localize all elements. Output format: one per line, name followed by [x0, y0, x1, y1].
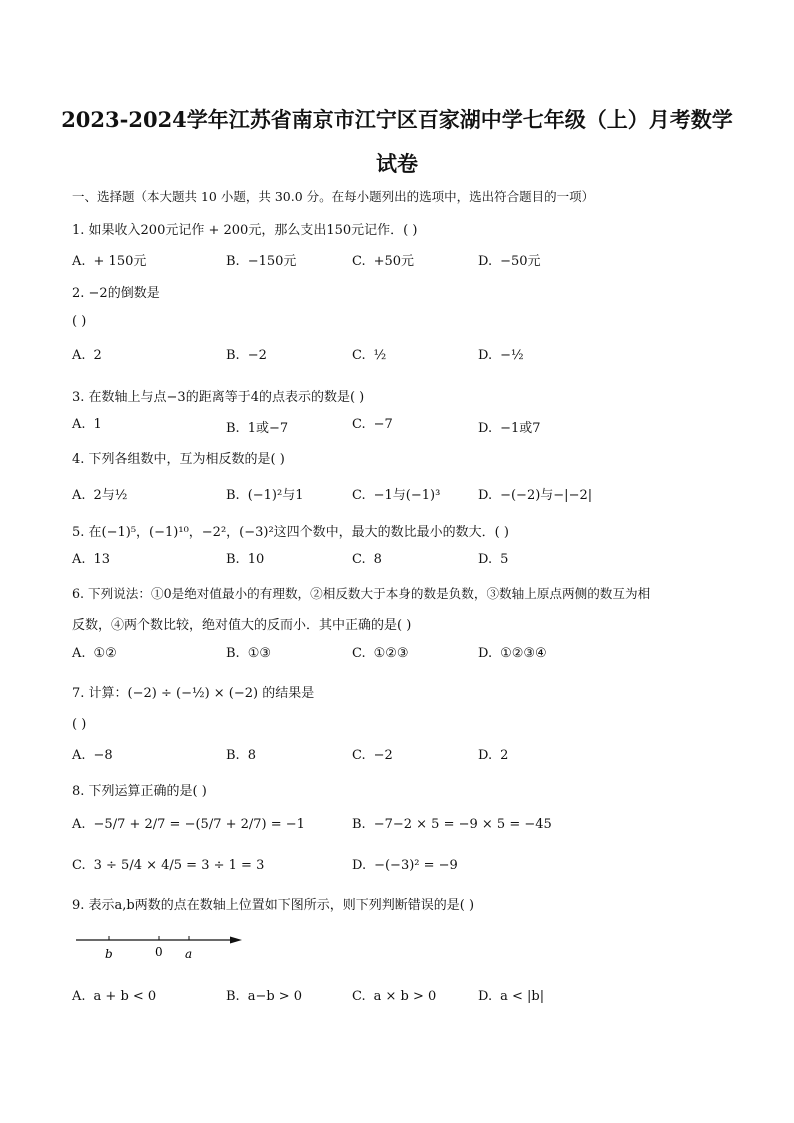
- number-line-svg: [72, 930, 252, 964]
- option-d: D. 2: [478, 748, 509, 763]
- option-b: B. ①③: [226, 646, 271, 661]
- option-d: D. −1或7: [478, 421, 541, 436]
- label-zero: 0: [155, 945, 163, 959]
- option-a: A. −5/7 + 2/7 = −(5/7 + 2/7) = −1: [72, 817, 305, 832]
- option-b: B. 10: [226, 552, 265, 567]
- option-c: C. ½: [352, 348, 387, 363]
- label-a: a: [185, 947, 193, 961]
- question-stem: 4. 下列各组数中，互为相反数的是( ): [72, 452, 285, 467]
- option-a: A. 13: [72, 552, 111, 567]
- option-d: D. −50元: [478, 254, 541, 269]
- option-a: A. 2: [72, 348, 102, 363]
- option-d: D. −½: [478, 348, 524, 363]
- option-c: C. 8: [352, 552, 382, 567]
- option-b: B. 1或−7: [226, 421, 289, 436]
- question-stem: 2. −2的倒数是: [72, 286, 160, 301]
- option-c: C. ①②③: [352, 646, 409, 661]
- option-b: B. −150元: [226, 254, 297, 269]
- option-d: D. a < |b|: [478, 989, 545, 1004]
- section-heading: 一、选择题（本大题共 10 小题，共 30.0 分。在每小题列出的选项中，选出符合题目的一项）: [72, 189, 595, 204]
- question-stem: 6. 下列说法：①0是绝对值最小的有理数，②相反数大于本身的数是负数，③数轴上原点两侧的数互为相: [72, 586, 651, 601]
- question-stem: 7. 计算：(−2) ÷ (−½) × (−2) 的结果是: [72, 686, 315, 701]
- question-stem: 1. 如果收入200元记作 + 200元，那么支出150元记作．( ): [72, 223, 418, 238]
- label-b: b: [105, 947, 113, 961]
- option-a: A. 1: [72, 417, 102, 432]
- answer-bracket: ( ): [72, 314, 87, 329]
- option-c: C. a × b > 0: [352, 989, 437, 1004]
- number-line-arrow: [230, 937, 242, 944]
- question-stem: 3. 在数轴上与点−3的距离等于4的点表示的数是( ): [72, 390, 365, 405]
- option-b: B. 8: [226, 748, 256, 763]
- option-a: A. + 150元: [72, 254, 147, 269]
- option-a: A. ①②: [72, 646, 117, 661]
- option-d: D. 5: [478, 552, 509, 567]
- option-d: D. −(−3)² = −9: [352, 858, 458, 873]
- option-a: A. a + b < 0: [72, 989, 157, 1004]
- exam-title-line1: 2023-2024学年江苏省南京市江宁区百家湖中学七年级（上）月考数学: [61, 107, 733, 132]
- option-c: C. −7: [352, 417, 393, 432]
- option-c: C. −2: [352, 748, 393, 763]
- exam-title-line2: 试卷: [376, 151, 418, 176]
- option-d: D. −(−2)与−|−2|: [478, 488, 593, 503]
- question-stem: 9. 表示a,b两数的点在数轴上位置如下图所示，则下列判断错误的是( ): [72, 898, 475, 913]
- question-stem: 5. 在(−1)⁵，(−1)¹⁰，−2²，(−3)²这四个数中，最大的数比最小的数大．( ): [72, 525, 509, 540]
- option-a: A. −8: [72, 748, 113, 763]
- option-c: C. −1与(−1)³: [352, 488, 441, 503]
- option-a: A. 2与½: [72, 488, 128, 503]
- question-stem: 8. 下列运算正确的是( ): [72, 784, 207, 799]
- option-c: C. 3 ÷ 5/4 × 4/5 = 3 ÷ 1 = 3: [72, 858, 265, 873]
- option-b: B. a−b > 0: [226, 989, 303, 1004]
- option-c: C. +50元: [352, 254, 415, 269]
- option-b: B. −2: [226, 348, 267, 363]
- answer-bracket: ( ): [72, 717, 87, 732]
- option-d: D. ①②③④: [478, 646, 547, 661]
- option-b: B. −7−2 × 5 = −9 × 5 = −45: [352, 817, 552, 832]
- question-stem-cont: 反数，④两个数比较，绝对值大的反而小．其中正确的是( ): [72, 618, 412, 633]
- number-line-figure: [72, 930, 252, 964]
- option-b: B. (−1)²与1: [226, 488, 304, 503]
